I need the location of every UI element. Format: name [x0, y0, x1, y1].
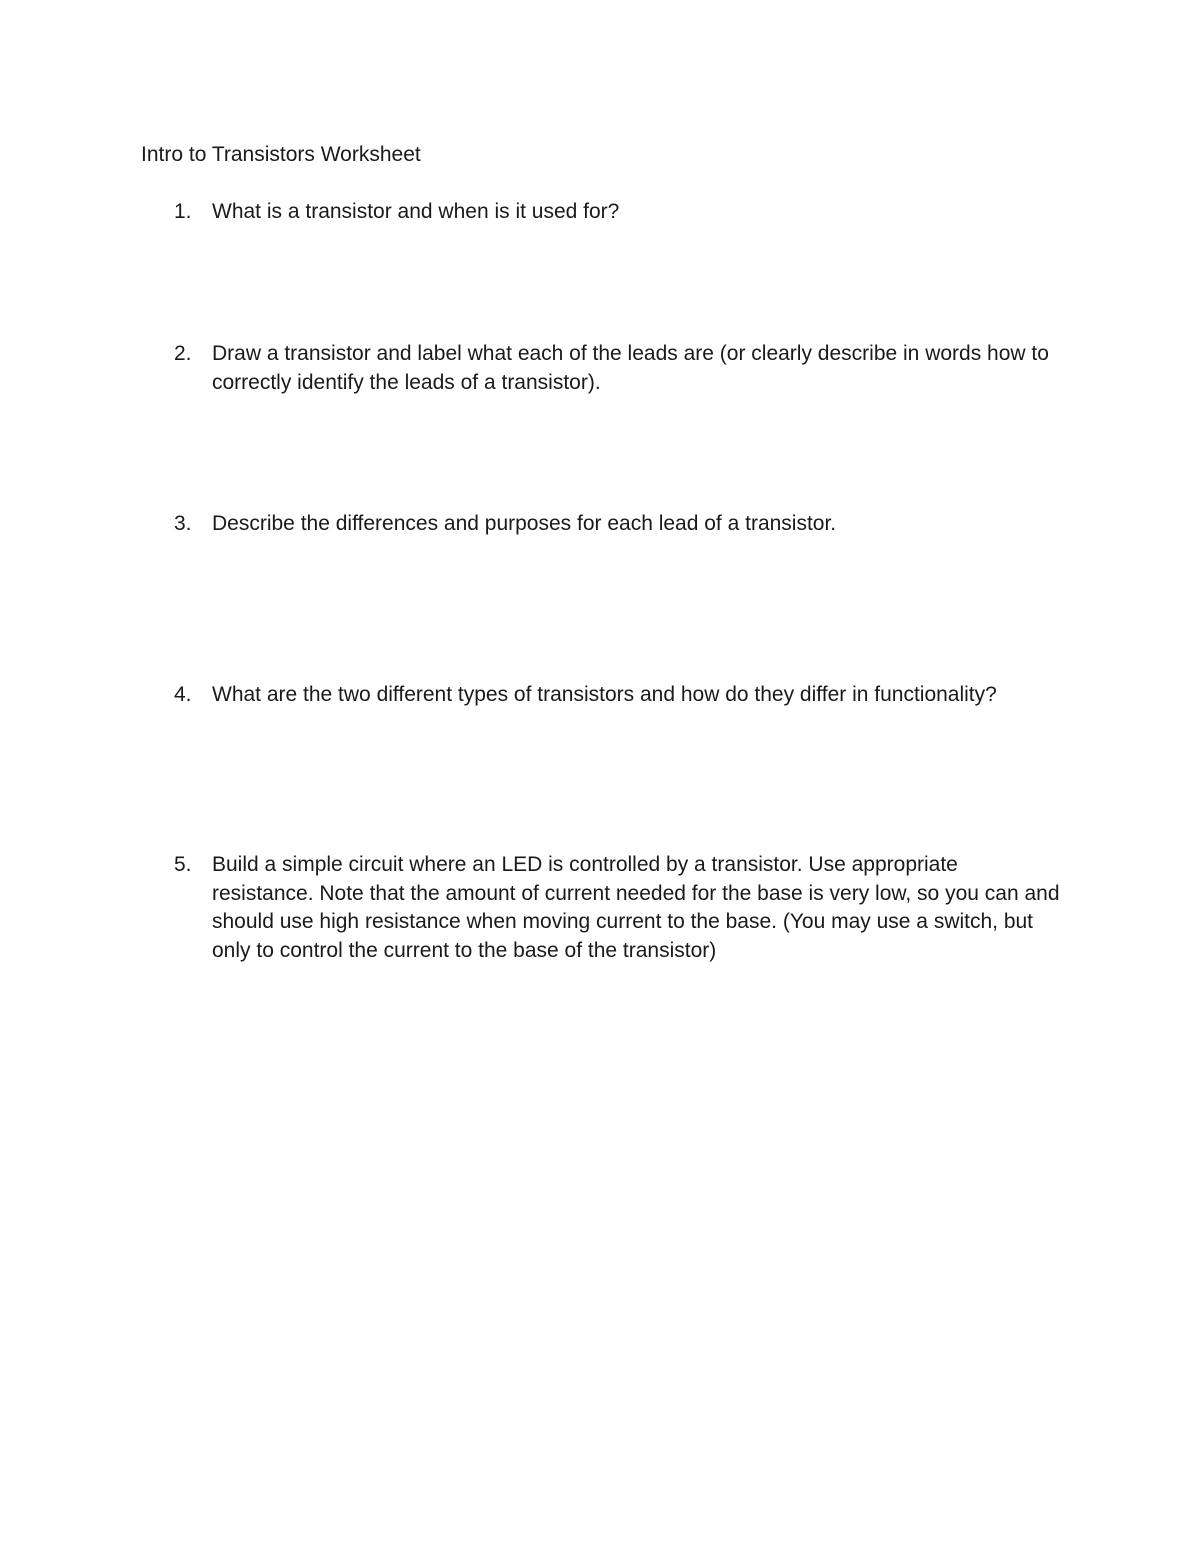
question-text: Describe the differences and purposes for each lead of a transistor.	[212, 512, 837, 535]
question-number: 1.	[174, 200, 192, 223]
question-number: 5.	[174, 853, 192, 876]
question-text: What is a transistor and when is it used for?	[212, 200, 620, 223]
question-text: What are the two different types of transistors and how do they differ in functionality?	[212, 683, 997, 706]
question-number: 2.	[174, 342, 192, 365]
question-text: Build a simple circuit where an LED is controlled by a transistor. Use appropriate resistance. Note that the amount of current needed for the base is very low, so you can and should use high resistance when moving current to the base. (You may use a switch, but only to control the current to the base of the transistor)	[212, 853, 1060, 962]
question-number: 3.	[174, 512, 192, 535]
worksheet-title: Intro to Transistors Worksheet	[141, 143, 421, 166]
question-number: 4.	[174, 683, 192, 706]
question-text: Draw a transistor and label what each of the leads are (or clearly describe in words how to correctly identify the leads of a transistor).	[212, 342, 1049, 394]
